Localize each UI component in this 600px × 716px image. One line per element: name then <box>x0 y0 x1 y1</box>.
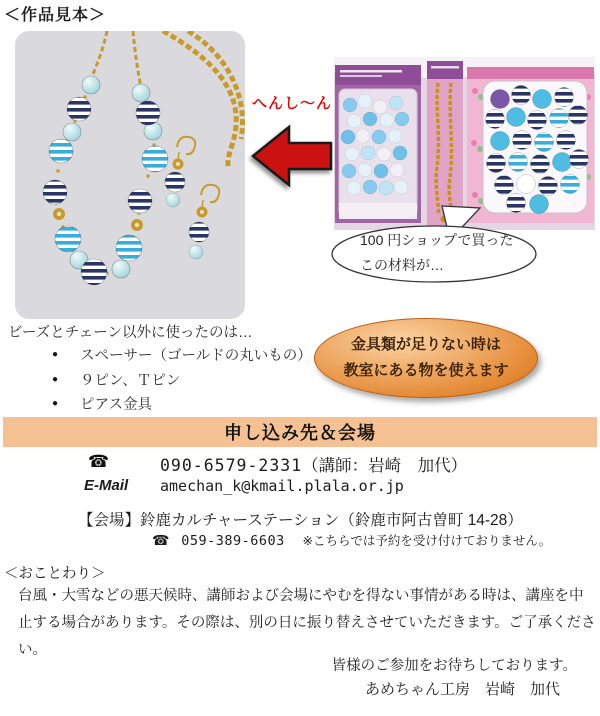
disclaimer-heading: ＜おことわり＞ <box>4 566 106 582</box>
necklace-photo <box>15 31 245 319</box>
list-item-label: ９ピン、Ｔピン <box>80 373 181 389</box>
hardware-note-ellipse <box>314 318 538 398</box>
page-title: ＜作品見本＞ <box>4 7 107 24</box>
email-address: amechan_k@kmail.plala.or.jp <box>160 477 404 495</box>
phone-icon: ☎ <box>152 532 170 548</box>
disclaimer-body: 台風・大雪などの悪天候時、講師および会場にやむを得ない事情がある時は、講座を中止する場合があります。その際は、別の日に振り替えさせていただきます。ご了承ください。 <box>18 588 596 658</box>
list-item <box>52 344 312 365</box>
application-banner-title: 申し込み先＆会場 <box>224 423 376 443</box>
hardware-note-line1: 金具類が足りない時は <box>350 336 501 353</box>
list-item-label: ピアス金具 <box>80 397 152 413</box>
speech-bubble-text <box>360 228 513 278</box>
list-item <box>52 369 180 390</box>
phone-suffix: （講師：岩崎 加代） <box>302 457 468 475</box>
bubble-line2: この材料が… <box>360 257 444 273</box>
bullet-icon: ● <box>52 398 59 409</box>
venue-phone <box>152 531 551 549</box>
used-items-intro: ビーズとチェーン以外に使ったのは… <box>8 325 253 341</box>
instructor-phone <box>160 452 467 476</box>
phone-icon: ☎ <box>88 452 110 471</box>
bullet-icon: ● <box>52 374 59 385</box>
venue-phone-note: ※こちらでは予約を受け付けておりません。 <box>302 534 552 548</box>
list-item-label: スペーサー（ゴールドの丸いもの） <box>80 348 312 364</box>
bubble-line1: 100 円ショップで買った <box>360 232 514 248</box>
left-arrow-icon <box>250 122 334 190</box>
closing-signature: あめちゃん工房 岩崎 加代 <box>364 681 560 698</box>
list-item <box>52 393 152 414</box>
bullet-icon: ● <box>52 349 59 360</box>
venue-phone-number: 059-389-6603 <box>181 533 285 549</box>
closing-message: 皆様のご参加をお待ちしております。 <box>331 658 577 674</box>
phone-number: 090-6579-2331 <box>160 456 303 475</box>
venue-info: 【会場】鈴鹿カルチャーステーション（鈴鹿市阿古曽町 14-28） <box>78 512 523 529</box>
hardware-note-line2: 教室にある物を使えます <box>343 362 509 379</box>
email-label: E-Mail <box>84 477 129 494</box>
earrings <box>165 137 219 259</box>
necklace-beads <box>43 76 168 285</box>
gold-chains <box>91 31 243 169</box>
henshin-label: へんし～ん <box>251 95 332 112</box>
necklace-photo-illustration <box>15 31 245 319</box>
application-banner <box>3 417 597 447</box>
